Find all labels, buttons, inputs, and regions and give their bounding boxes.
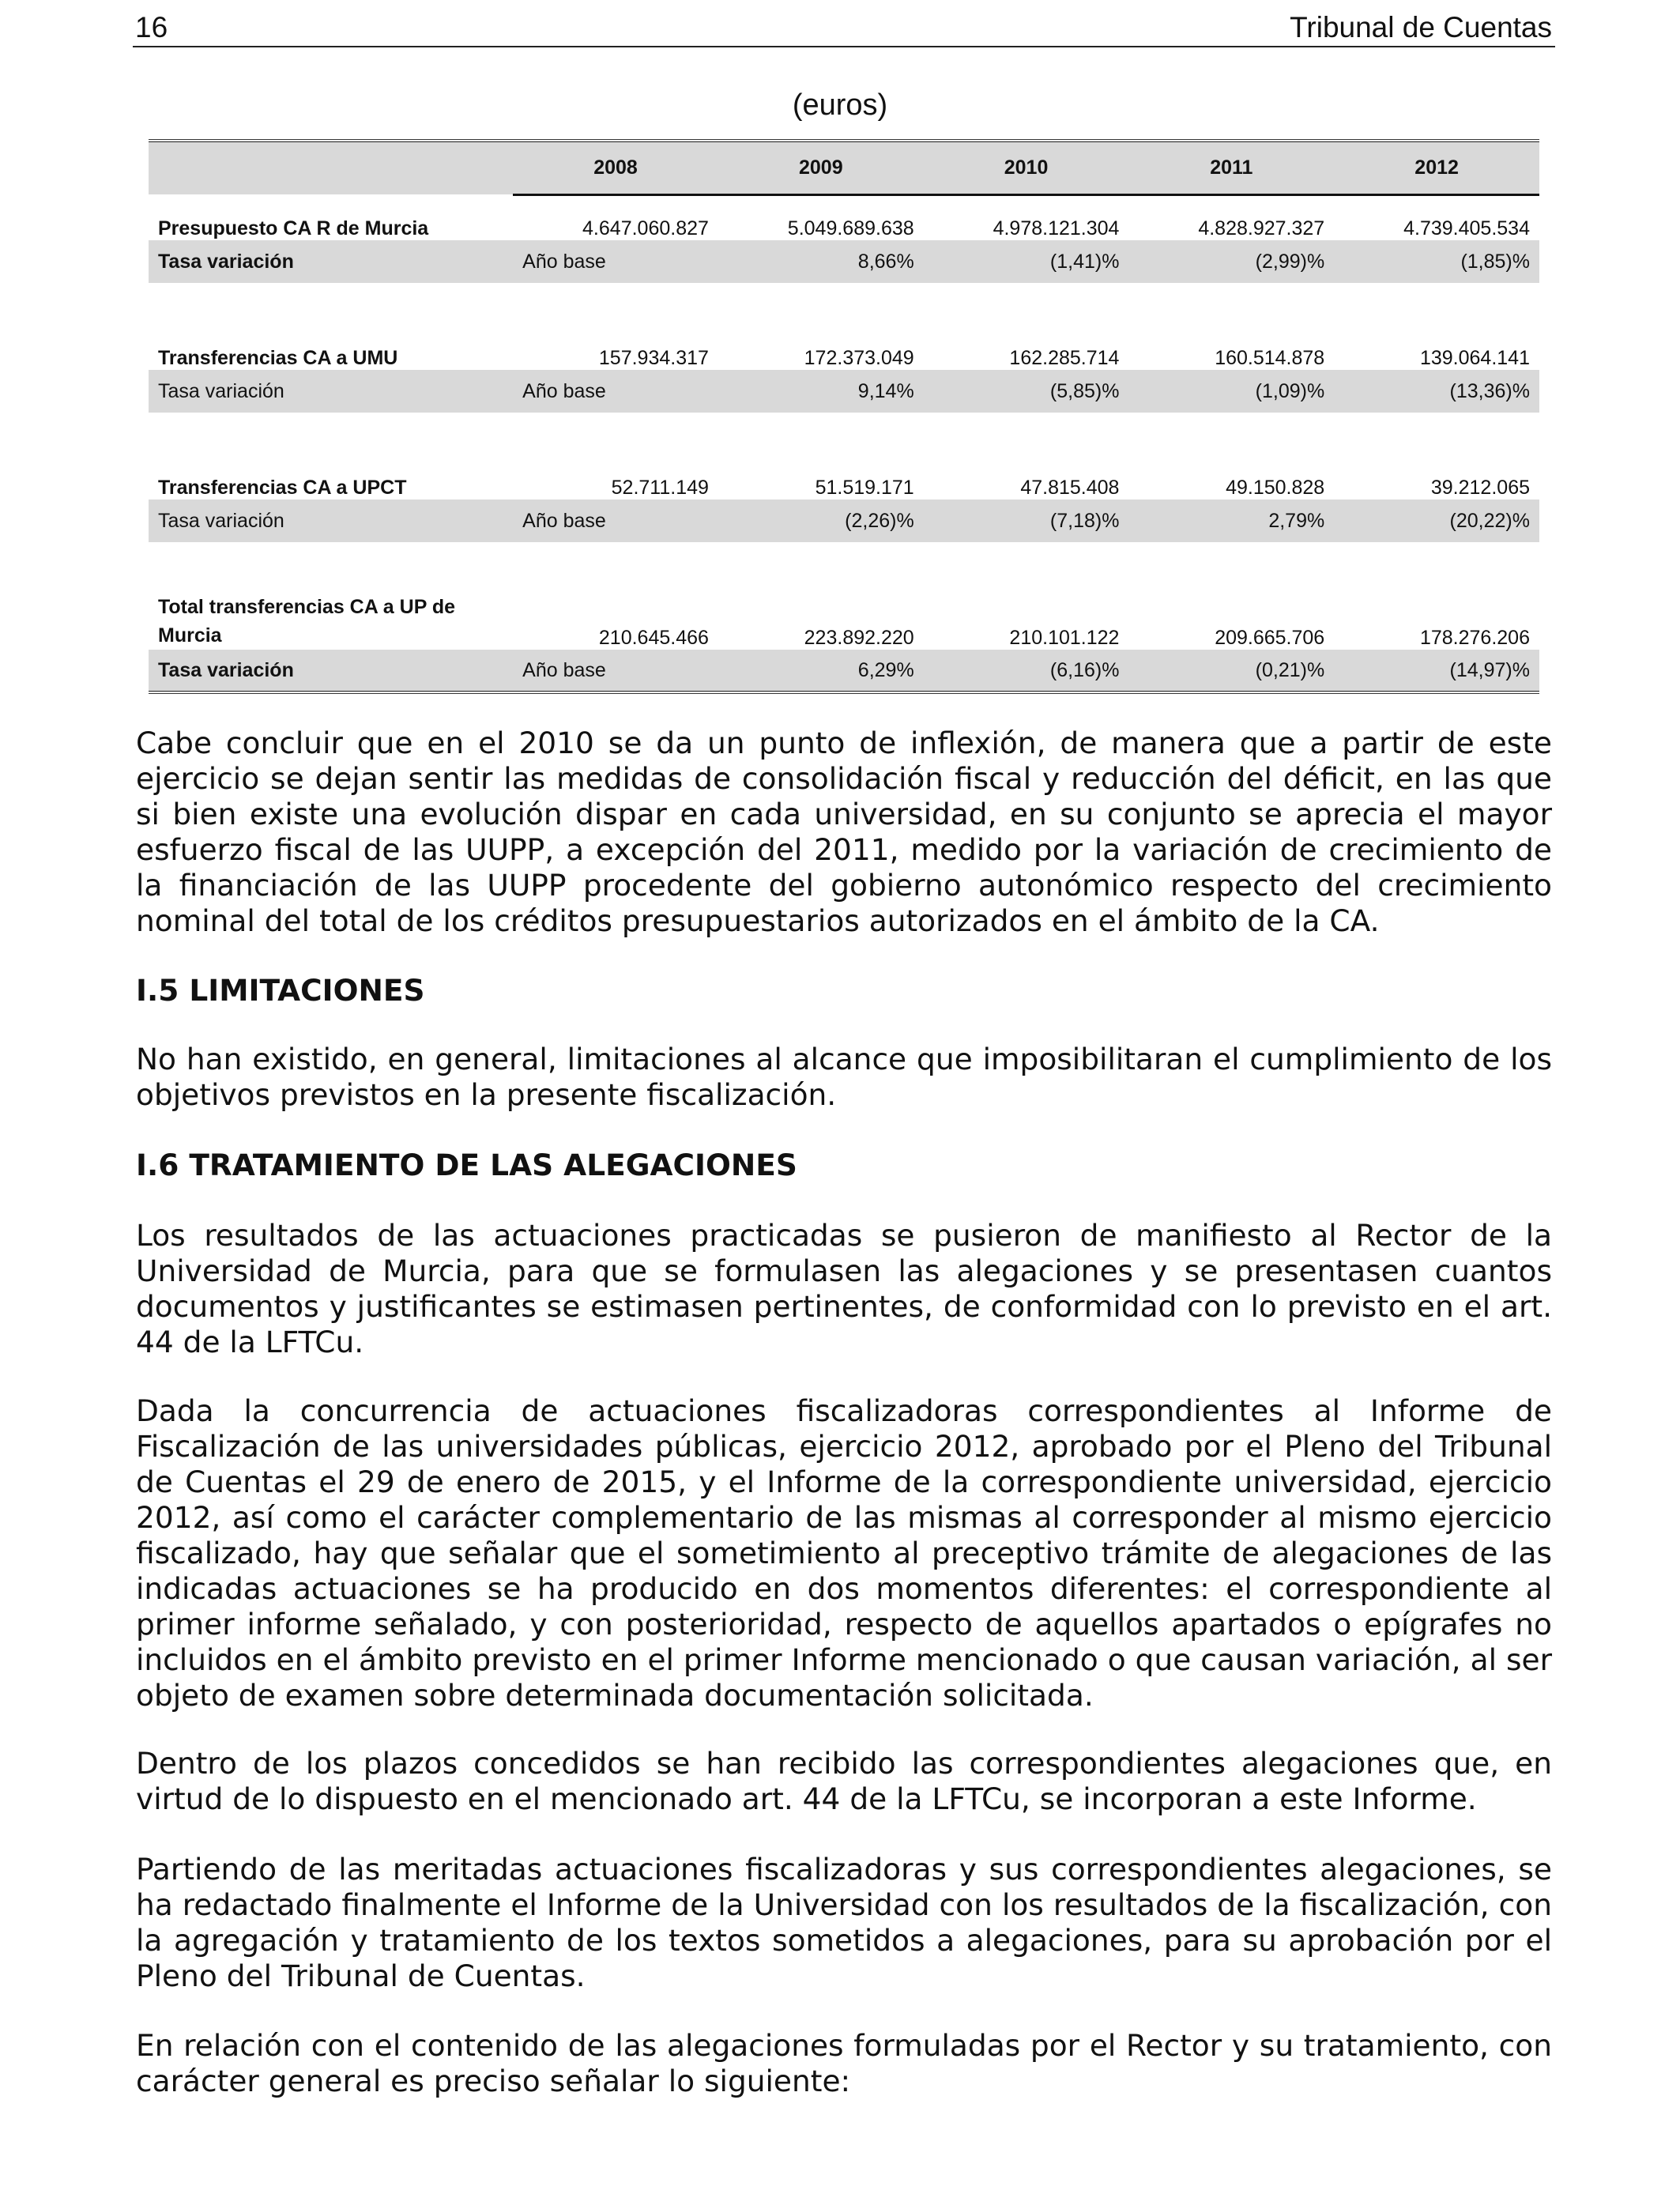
row-label: Tasa variación — [158, 379, 284, 402]
paragraph-conclusion: Cabe concluir que en el 2010 se da un punto de inflexión, de manera que a partir de este ejercicio se dejan sentir las medidas de consolidación fiscal y reducción del déficit, en las que si bien existe una evolución dispar en cada universidad, en su conjunto se aprecia el mayor esfuerzo fiscal de las UUPP, a excepción del 2011, medido por la variación de crecimiento de la financiación de las UUPP procedente del gobierno autonómico respecto del crecimiento nominal del total de los créditos presupuestarios autorizados en el ámbito de la CA. — [136, 726, 1552, 938]
table-units-caption: (euros) — [792, 89, 888, 122]
table-cell: (0,21)% — [1255, 658, 1325, 681]
table-cell: 8,66% — [857, 250, 914, 273]
table-cell: 4.828.927.327 — [1198, 217, 1325, 239]
table-row — [149, 370, 1539, 413]
paragraph-contenido-alegaciones: En relación con el contenido de las alegaciones formuladas por el Rector y su tratamiento, con carácter general es preciso señalar lo siguiente: — [136, 2028, 1552, 2098]
table-cell: Año base — [522, 509, 606, 532]
table-row — [149, 194, 1539, 240]
paragraph-resultados: Los resultados de las actuaciones practicadas se pusieron de manifiesto al Rector de la Universidad de Murcia, para que se formulasen las alegaciones y se presentasen cuantos documentos y justificantes se estimasen pertinentes, de conformidad con lo previsto en el art. 44 de la LFTCu. — [136, 1218, 1552, 1359]
table-cell: (13,36)% — [1449, 379, 1530, 402]
year-header: 2008 — [513, 141, 718, 194]
table-cell: 223.892.220 — [804, 627, 914, 649]
table-cell: 47.815.408 — [1020, 477, 1120, 499]
table-cell: (1,85)% — [1460, 250, 1530, 273]
row-label: Tasa variación — [158, 509, 284, 532]
table-cell: (1,09)% — [1255, 379, 1325, 402]
header-blank-cell — [149, 141, 513, 194]
year-header: 2012 — [1334, 141, 1539, 194]
table-cell: 5.049.689.638 — [787, 217, 914, 239]
table-cell: 157.934.317 — [598, 347, 709, 369]
year-header: 2010 — [924, 141, 1129, 194]
row-label: Tasa variación — [158, 250, 294, 273]
row-label: Transferencias CA a UMU — [158, 347, 398, 369]
table-cell: Año base — [522, 658, 606, 681]
table-cell: 4.978.121.304 — [993, 217, 1120, 239]
table-row — [149, 454, 1539, 499]
document-title: Tribunal de Cuentas — [1290, 11, 1552, 43]
table-cell: 49.150.828 — [1226, 477, 1325, 499]
row-label: Transferencias CA a UPCT — [158, 477, 407, 499]
table-row — [149, 583, 1539, 650]
table-cell: 9,14% — [857, 379, 914, 402]
paragraph-plazos: Dentro de los plazos concedidos se han recibido las correspondientes alegaciones que, en virtud de lo dispuesto en el mencionado art. 44 de la LFTCu, se incorporan a este Informe. — [136, 1746, 1552, 1816]
section-heading-alegaciones: I.6 TRATAMIENTO DE LAS ALEGACIONES — [136, 1148, 797, 1182]
table-cell: Año base — [522, 250, 606, 273]
table-cell: 178.276.206 — [1419, 627, 1530, 649]
table-row — [149, 499, 1539, 542]
table-row — [149, 650, 1539, 692]
table-cell: 210.101.122 — [1009, 627, 1120, 649]
paragraph-limitaciones: No han existido, en general, limitaciones al alcance que imposibilitaran el cumplimiento de los objetivos previstos en la presente fiscalización. — [136, 1042, 1552, 1112]
table-row — [149, 324, 1539, 370]
table-cell: 4.739.405.534 — [1403, 217, 1530, 239]
row-label: Presupuesto CA R de Murcia — [158, 217, 429, 239]
table-cell: 162.285.714 — [1009, 347, 1120, 369]
table-cell: 210.645.466 — [598, 627, 709, 649]
paragraph-redaccion: Partiendo de las meritadas actuaciones fiscalizadoras y sus correspondientes alegaciones, se ha redactado finalmente el Informe de la Universidad con los resultados de la fiscalización, con la agregación y tratamiento de los textos sometidos a alegaciones, para su aprobación por el Pleno del Tribunal de Cuentas. — [136, 1852, 1552, 1993]
spacer-row — [149, 413, 1539, 454]
row-label: Total transferencias CA a UP de Murcia — [158, 596, 456, 647]
table-cell: (1,41)% — [1049, 250, 1120, 273]
table-cell: 209.665.706 — [1215, 627, 1325, 649]
table-cell: 160.514.878 — [1215, 347, 1325, 369]
spacer-row — [149, 283, 1539, 324]
table-cell: 52.711.149 — [611, 477, 709, 499]
table-cell: 139.064.141 — [1419, 347, 1530, 369]
table-header-row — [149, 141, 1539, 194]
table-cell: (14,97)% — [1449, 658, 1530, 681]
spacer-row — [149, 542, 1539, 583]
table-cell: (5,85)% — [1049, 379, 1120, 402]
year-header: 2009 — [718, 141, 924, 194]
table-cell: 39.212.065 — [1430, 477, 1530, 499]
row-label: Tasa variación — [158, 658, 294, 681]
table-cell: 51.519.171 — [815, 477, 914, 499]
table-row — [149, 240, 1539, 283]
page-header — [133, 5, 1555, 47]
table-cell: (20,22)% — [1449, 509, 1530, 532]
table-cell: 6,29% — [857, 658, 914, 681]
table-cell: (2,99)% — [1255, 250, 1325, 273]
section-heading-limitaciones: I.5 LIMITACIONES — [136, 973, 425, 1008]
year-header: 2011 — [1128, 141, 1334, 194]
page-number: 16 — [135, 11, 168, 43]
table-cell: (6,16)% — [1049, 658, 1120, 681]
paragraph-concurrencia: Dada la concurrencia de actuaciones fiscalizadoras correspondientes al Informe de Fiscalización de las universidades públicas, ejercicio 2012, aprobado por el Pleno del Tribunal de Cuentas el 29 de enero de 2015, y el Informe de la correspondiente universidad, ejercicio 2012, así como el carácter complementario de las mismas al corresponder al mismo ejercicio fiscalizado, hay que señalar que el sometimiento al preceptivo trámite de alegaciones de las indicadas actuaciones se ha producido en dos momentos diferentes: el correspondiente al primer informe señalado, y con posterioridad, respecto de aquellos apartados o epígrafes no incluidos en el ámbito previsto en el primer Informe mencionado o que causan variación, al ser objeto de examen sobre determinada documentación solicitada. — [136, 1393, 1552, 1713]
table-cell: 172.373.049 — [804, 347, 914, 369]
budget-transfers-table — [149, 139, 1539, 694]
table-cell: Año base — [522, 379, 606, 402]
table-cell: 2,79% — [1268, 509, 1325, 532]
table-cell: (2,26)% — [845, 509, 914, 532]
table-cell: (7,18)% — [1049, 509, 1120, 532]
table-cell: 4.647.060.827 — [582, 217, 709, 239]
